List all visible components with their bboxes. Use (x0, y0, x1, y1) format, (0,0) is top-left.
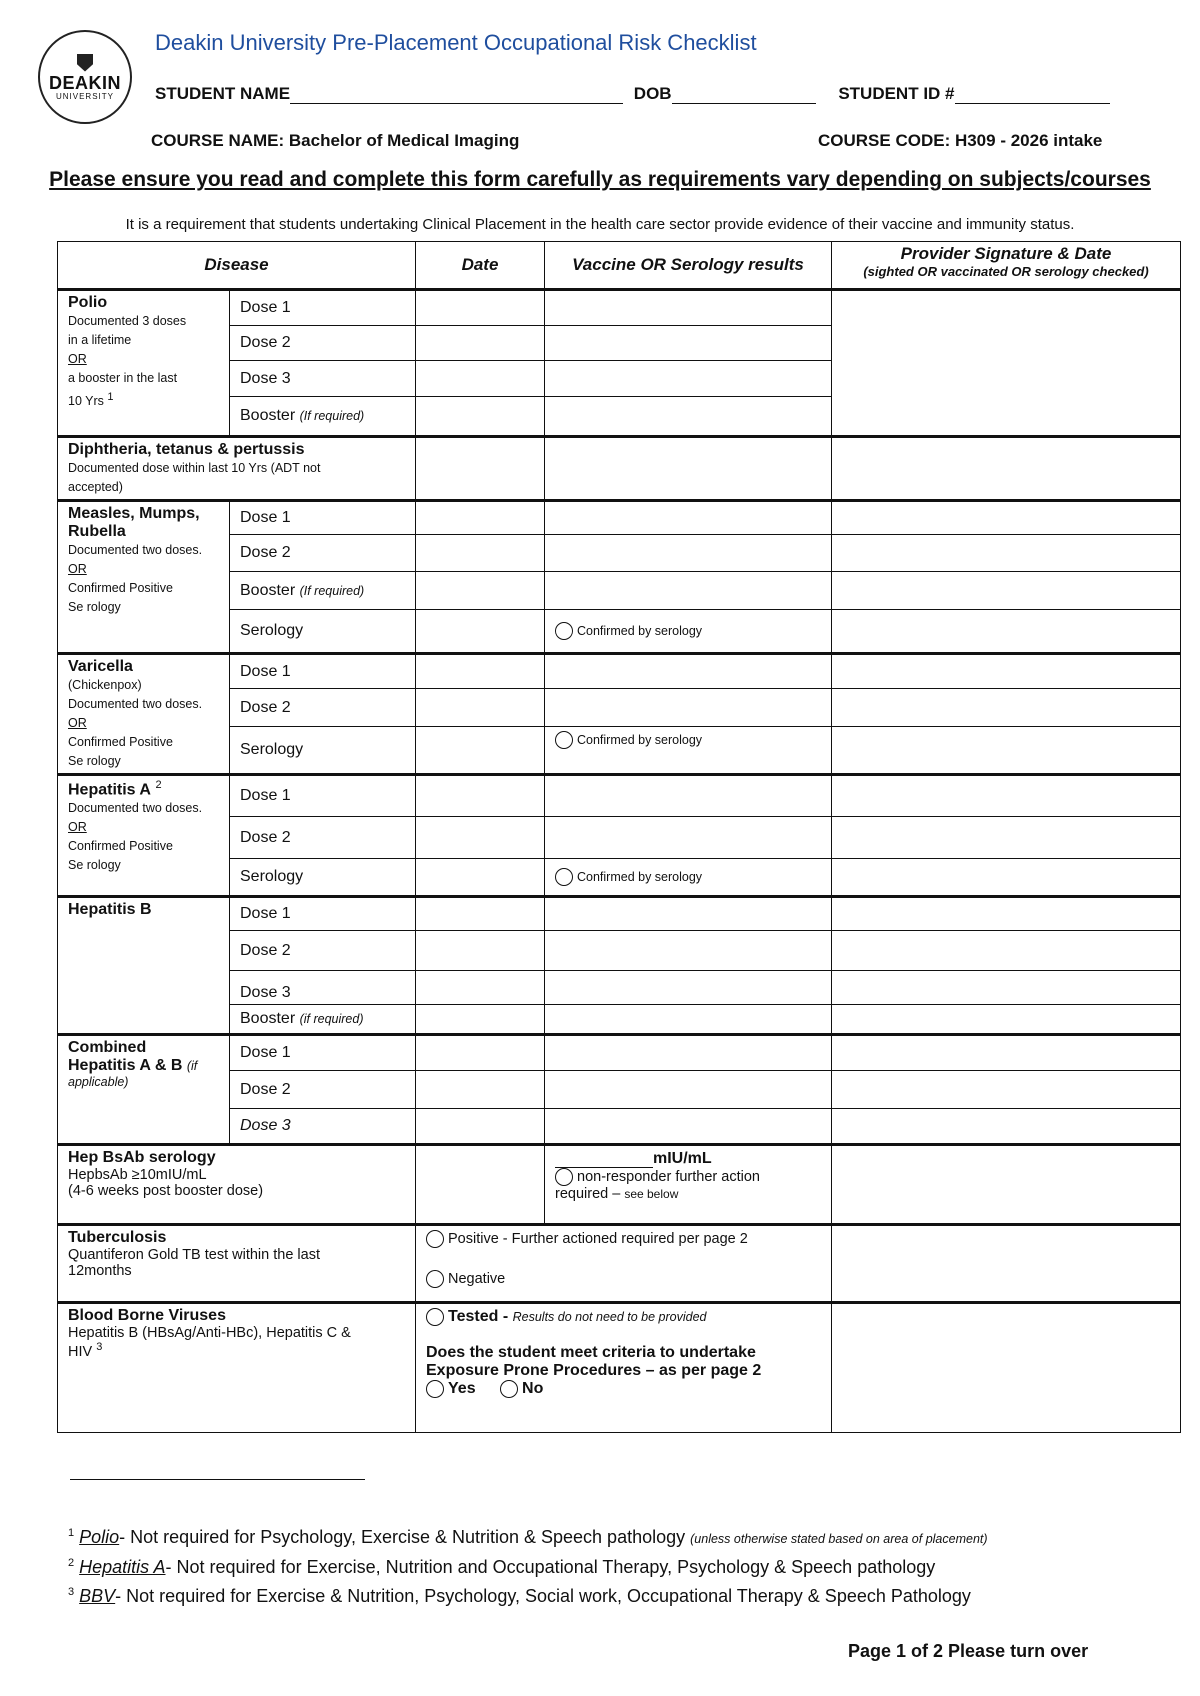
disease-desc: Confirmed Positive (68, 581, 173, 595)
date-cell[interactable] (416, 1005, 545, 1035)
dose-label: Dose 1 (230, 501, 416, 535)
logo-text-deakin: DEAKIN (48, 72, 121, 93)
radio-button[interactable] (426, 1230, 444, 1248)
booster-text: Booster (240, 407, 296, 424)
result-cell[interactable] (545, 326, 832, 361)
provider-cell[interactable] (832, 1225, 1181, 1303)
disease-name: Hepatitis A (68, 781, 151, 799)
disease-hep-bsab (58, 1145, 416, 1225)
table-row (58, 437, 1181, 501)
disease-name: Blood Borne Viruses (68, 1307, 226, 1324)
serology-label: Serology (230, 610, 416, 654)
disease-name: Diphtheria, tetanus & pertussis (68, 441, 305, 458)
dose-label: Dose 2 (230, 817, 416, 859)
disease-name: Combined (68, 1039, 147, 1056)
provider-cell[interactable] (832, 1005, 1181, 1035)
provider-cell[interactable] (832, 437, 1181, 501)
disease-combined-hep-ab (58, 1035, 230, 1145)
disease-desc: Documented two doses. (68, 801, 203, 816)
table-row (58, 1035, 1181, 1071)
disease-name: Hepatitis A & B (68, 1057, 183, 1074)
result-cell (545, 1145, 832, 1225)
col-provider-label: Provider Signature & Date (900, 244, 1112, 263)
intro-text: It is a requirement that students undertaking Clinical Placement in the health care sector provide evidence of their vaccine and immunity status. (125, 216, 1075, 233)
result-cell[interactable] (545, 501, 832, 535)
disease-desc: (Chickenpox) (68, 678, 142, 692)
result-cell[interactable] (545, 817, 832, 859)
date-cell[interactable] (416, 437, 545, 501)
date-cell[interactable] (416, 1145, 545, 1225)
disease-name: Hepatitis B (68, 901, 152, 918)
result-cell[interactable] (545, 689, 832, 727)
serology-label: Serology (230, 727, 416, 775)
booster-label (230, 1005, 416, 1035)
if-applicable-note: (if (186, 1059, 198, 1073)
table-row (58, 290, 1181, 326)
radio-button[interactable] (555, 731, 573, 749)
student-name-field[interactable] (290, 87, 623, 104)
student-name-label: STUDENT NAME (155, 84, 291, 103)
dose-label: Dose 1 (230, 1035, 416, 1071)
unit-label: mIU/mL (653, 1150, 712, 1167)
col-date: Date (416, 242, 545, 290)
disease-desc: Se rology (68, 754, 121, 768)
tested-note: Results do not need to be provided (512, 1310, 707, 1325)
dose-label: Dose 2 (230, 689, 416, 727)
disease-mmr (58, 501, 230, 654)
disease-desc: in a lifetime (68, 333, 132, 347)
result-cell[interactable] (545, 1005, 832, 1035)
dose-label: Dose 1 (230, 654, 416, 689)
footnote-ref: 3 (96, 1341, 103, 1353)
disease-desc: Documented 3 doses (68, 314, 187, 328)
disease-name: Polio (68, 294, 108, 311)
date-cell[interactable] (416, 817, 545, 859)
date-cell[interactable] (416, 689, 545, 727)
date-cell[interactable] (416, 931, 545, 971)
footnote-text: - Not required for Exercise, Nutrition and Occupational Therapy, Psychology & Speech pathology (165, 1557, 936, 1577)
dose-label: Dose 2 (230, 326, 416, 361)
booster-label (230, 397, 416, 437)
provider-cell[interactable] (832, 290, 1181, 437)
table-row (58, 654, 1181, 689)
immunisation-table (57, 241, 1181, 1433)
disease-desc: Documented dose within last 10 Yrs (ADT not accepted) (68, 461, 321, 494)
disease-varicella (58, 654, 230, 775)
footnote-number: 3 (68, 1586, 75, 1598)
serology-option-label: Confirmed by serology (577, 733, 703, 748)
disease-hepatitis-a (58, 775, 230, 897)
dob-label: DOB (633, 84, 672, 103)
footnote-text: - Not required for Exercise & Nutrition, Psychology, Social work, Occupational Therapy & Speech Pathology (115, 1586, 971, 1606)
provider-cell[interactable] (832, 535, 1181, 572)
radio-button[interactable] (426, 1270, 444, 1288)
date-cell[interactable] (416, 1109, 545, 1145)
footnote-number: 2 (68, 1557, 75, 1569)
result-cell[interactable] (545, 1109, 832, 1145)
booster-label (230, 572, 416, 610)
disease-dtp (58, 437, 416, 501)
result-cell[interactable] (545, 1035, 832, 1071)
disease-hepatitis-b (58, 897, 230, 1035)
booster-text: Booster (240, 581, 296, 599)
radio-button[interactable] (555, 868, 573, 886)
footnote-note: (unless otherwise stated based on area of placement) (690, 1532, 988, 1546)
if-required-note: (If required) (299, 409, 365, 423)
disease-name: Hep BsAb serology (68, 1149, 216, 1166)
result-cell[interactable] (545, 654, 832, 689)
disease-name: Tuberculosis (68, 1229, 167, 1246)
disease-tuberculosis (58, 1225, 416, 1303)
provider-cell[interactable] (832, 859, 1181, 897)
dose-label: Dose 1 (230, 897, 416, 931)
or-label: OR (68, 820, 87, 835)
col-results: Vaccine OR Serology results (545, 242, 832, 290)
date-cell[interactable] (416, 1071, 545, 1109)
date-cell[interactable] (416, 610, 545, 654)
form-title: Deakin University Pre-Placement Occupational Risk Checklist (155, 30, 757, 55)
result-cell (545, 727, 832, 775)
crest-icon (77, 54, 93, 72)
epp-question: Does the student meet criteria to undertake (426, 1344, 756, 1362)
dose-label: Dose 2 (230, 931, 416, 971)
footnote-2 (68, 1557, 935, 1578)
no-label: No (522, 1380, 544, 1398)
serology-label: Serology (230, 859, 416, 897)
result-cell[interactable] (545, 1071, 832, 1109)
footnote-key: BBV (79, 1586, 116, 1606)
radio-button[interactable] (426, 1380, 444, 1398)
provider-cell[interactable] (832, 971, 1181, 1005)
bbv-result-cell (416, 1303, 832, 1433)
disease-name: Varicella (68, 658, 133, 675)
result-cell (545, 859, 832, 897)
if-required-note: (If required) (299, 583, 365, 598)
provider-cell[interactable] (832, 775, 1181, 817)
disease-desc: Hepatitis B (HBsAg/Anti-HBc), Hepatitis C & (68, 1325, 351, 1341)
disease-name: Measles, Mumps, (68, 505, 200, 522)
dose-label: Dose 2 (230, 535, 416, 572)
student-name-row (155, 84, 1110, 104)
serology-option-label: Confirmed by serology (577, 870, 703, 885)
col-provider (832, 242, 1181, 290)
radio-button[interactable] (555, 1168, 573, 1186)
table-header-row (58, 242, 1181, 290)
provider-cell[interactable] (832, 1109, 1181, 1145)
provider-cell[interactable] (832, 501, 1181, 535)
disease-desc: Documented two doses. (68, 697, 203, 711)
epp-question: Exposure Prone Procedures – as per page 2 (426, 1362, 762, 1380)
disease-name: Rubella (68, 523, 126, 540)
date-cell[interactable] (416, 1035, 545, 1071)
table-row (58, 501, 1181, 535)
disease-desc: Quantiferon Gold TB test within the last (68, 1247, 321, 1263)
yes-label: Yes (448, 1380, 476, 1398)
radio-button[interactable] (500, 1380, 518, 1398)
result-cell[interactable] (545, 931, 832, 971)
date-cell[interactable] (416, 290, 545, 326)
disease-desc: HIV (68, 1343, 93, 1360)
date-cell[interactable] (416, 501, 545, 535)
page-indicator: Page 1 of 2 Please turn over (848, 1641, 1089, 1661)
result-cell[interactable] (545, 290, 832, 326)
date-cell[interactable] (416, 326, 545, 361)
provider-cell[interactable] (832, 654, 1181, 689)
provider-cell[interactable] (832, 572, 1181, 610)
if-required-note: (if required) (299, 1012, 364, 1026)
table-row (58, 1225, 1181, 1303)
result-cell[interactable] (545, 775, 832, 817)
booster-text: Booster (240, 1010, 296, 1027)
tb-result-cell (416, 1225, 832, 1303)
footnote-number: 1 (68, 1527, 75, 1539)
or-label: OR (68, 352, 87, 366)
result-cell[interactable] (545, 437, 832, 501)
disease-desc: Documented two doses. (68, 543, 203, 557)
disease-desc: 12months (68, 1263, 132, 1279)
result-cell (545, 610, 832, 654)
provider-cell[interactable] (832, 931, 1181, 971)
footnote-3 (68, 1586, 971, 1607)
provider-cell[interactable] (832, 897, 1181, 931)
table-row (58, 1303, 1181, 1433)
provider-cell[interactable] (832, 1035, 1181, 1071)
see-below-note: see below (624, 1187, 679, 1201)
dob-field[interactable] (672, 87, 816, 104)
table-row (58, 897, 1181, 931)
deakin-logo (38, 30, 132, 124)
footnote-ref: 2 (155, 779, 162, 791)
date-cell[interactable] (416, 971, 545, 1005)
dose-label: Dose 3 (230, 971, 416, 1005)
col-disease: Disease (58, 242, 416, 290)
footnote-key: Polio (79, 1527, 120, 1547)
radio-button[interactable] (555, 622, 573, 640)
date-cell[interactable] (416, 397, 545, 437)
footnote-1 (68, 1527, 988, 1548)
or-label: OR (68, 716, 87, 730)
date-cell[interactable] (416, 654, 545, 689)
disease-desc: Se rology (68, 858, 121, 873)
notice-heading: Please ensure you read and complete this form carefully as requirements vary depending on subjects/courses (49, 168, 1151, 191)
result-cell[interactable] (545, 397, 832, 437)
disease-desc: a booster in the last (68, 371, 178, 385)
course-code: COURSE CODE: H309 - 2026 intake (818, 131, 1103, 150)
mIU-field[interactable] (555, 1151, 653, 1168)
provider-cell[interactable] (832, 1071, 1181, 1109)
logo-text-university: UNIVERSITY (55, 91, 114, 101)
result-cell[interactable] (545, 361, 832, 397)
nonresponder-label: required – (555, 1186, 621, 1202)
footnote-key: Hepatitis A (79, 1557, 166, 1577)
serology-option-label: Confirmed by serology (577, 624, 703, 639)
if-applicable-note: applicable) (68, 1075, 129, 1089)
tb-positive-label: Positive - Further actioned required per page 2 (448, 1230, 748, 1247)
disease-desc: 10 Yrs (68, 394, 104, 409)
provider-cell[interactable] (832, 817, 1181, 859)
disease-desc: Confirmed Positive (68, 839, 173, 854)
disease-desc: HepbsAb ≥10mIU/mL (68, 1167, 207, 1183)
date-cell[interactable] (416, 727, 545, 775)
dose-label: Dose 3 (230, 361, 416, 397)
dose-label: Dose 2 (230, 1071, 416, 1109)
result-cell[interactable] (545, 572, 832, 610)
date-cell[interactable] (416, 361, 545, 397)
dose-label: Dose 3 (230, 1109, 416, 1145)
student-id-field[interactable] (955, 87, 1110, 104)
provider-cell[interactable] (832, 1145, 1181, 1225)
provider-cell[interactable] (832, 689, 1181, 727)
result-cell[interactable] (545, 535, 832, 572)
table-row (58, 775, 1181, 817)
result-cell[interactable] (545, 897, 832, 931)
footnote-text: - Not required for Psychology, Exercise & Nutrition & Speech pathology (119, 1527, 686, 1547)
col-provider-sub: (sighted OR vaccinated OR serology checked) (863, 264, 1149, 279)
or-label: OR (68, 562, 87, 576)
provider-cell[interactable] (832, 727, 1181, 775)
result-cell[interactable] (545, 971, 832, 1005)
disease-desc: Confirmed Positive (68, 735, 173, 749)
dose-label: Dose 1 (230, 775, 416, 817)
date-cell[interactable] (416, 775, 545, 817)
provider-cell[interactable] (832, 1303, 1181, 1433)
dose-label: Dose 1 (230, 290, 416, 326)
date-cell[interactable] (416, 535, 545, 572)
nonresponder-label: non-responder further action (577, 1168, 760, 1185)
table-row (58, 1145, 1181, 1225)
disease-bbv (58, 1303, 416, 1433)
date-cell[interactable] (416, 859, 545, 897)
tested-label: Tested - (448, 1308, 509, 1326)
student-id-label: STUDENT ID # (838, 84, 955, 103)
disease-desc: Se rology (68, 600, 121, 614)
course-name: COURSE NAME: Bachelor of Medical Imaging (151, 131, 520, 150)
tb-negative-label: Negative (448, 1270, 506, 1287)
footnote-divider (70, 1479, 365, 1480)
footnote-ref: 1 (107, 391, 114, 403)
disease-polio (58, 290, 230, 437)
radio-button[interactable] (426, 1308, 444, 1326)
date-cell[interactable] (416, 572, 545, 610)
provider-cell[interactable] (832, 610, 1181, 654)
date-cell[interactable] (416, 897, 545, 931)
disease-desc: (4-6 weeks post booster dose) (68, 1183, 264, 1199)
